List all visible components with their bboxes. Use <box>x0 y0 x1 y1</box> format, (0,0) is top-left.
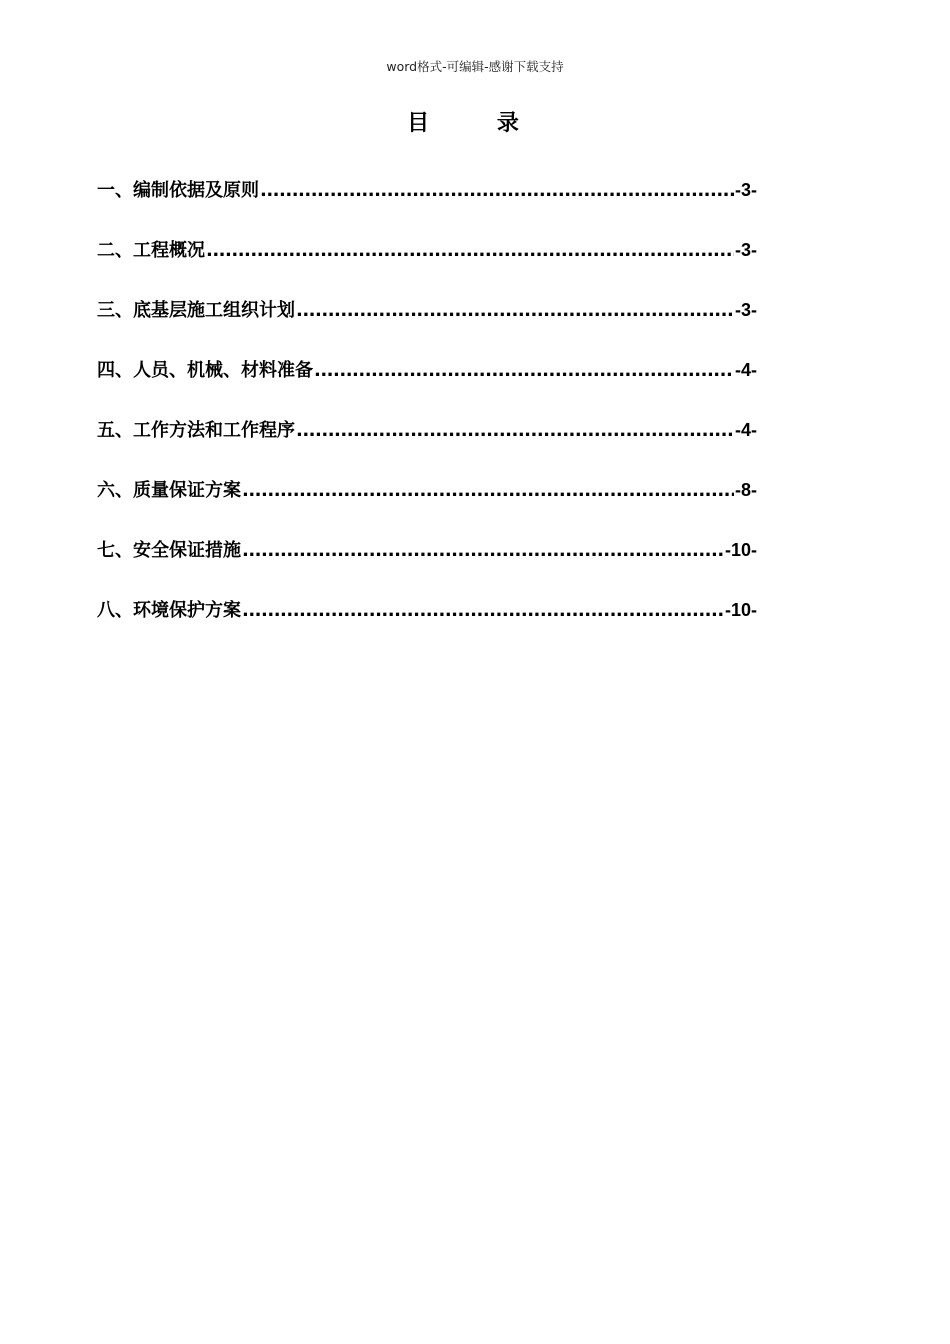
toc-dot-leader <box>206 240 734 261</box>
page-title: 目 录 <box>407 110 549 136</box>
toc-dot-leader <box>242 540 724 561</box>
toc-entry-label: 一、编制依据及原则 <box>97 180 259 201</box>
toc-dot-leader <box>242 480 734 501</box>
toc-entry-label: 二、工程概况 <box>97 240 205 261</box>
toc-entry-page: -10- <box>724 600 757 620</box>
toc-entry-page: -3- <box>735 240 757 260</box>
page-header: word格式-可编辑-感谢下载支持 <box>386 59 564 74</box>
toc-entry-2[interactable] <box>97 236 757 296</box>
toc-entry-page: -4- <box>735 420 757 440</box>
toc-dot-leader <box>260 180 734 201</box>
toc-entry-page: -10- <box>724 540 757 560</box>
toc-entry-4[interactable] <box>97 356 757 416</box>
toc-entry-label: 三、底基层施工组织计划 <box>97 300 295 321</box>
toc-entry-label: 六、质量保证方案 <box>97 480 241 501</box>
toc-entry-5[interactable] <box>97 416 757 476</box>
toc-dot-leader <box>296 420 734 441</box>
toc-entry-7[interactable] <box>97 536 757 596</box>
toc-entry-label: 七、安全保证措施 <box>97 540 241 561</box>
toc-entry-page: -4- <box>735 360 757 380</box>
toc-entry-label: 四、人员、机械、材料准备 <box>97 360 313 381</box>
toc-entry-page: -8- <box>735 480 757 500</box>
toc-entry-page: -3- <box>735 180 757 200</box>
toc-entry-label: 八、环境保护方案 <box>97 600 241 621</box>
toc-dot-leader <box>314 360 734 381</box>
toc-entry-8[interactable] <box>97 596 757 656</box>
toc-entry-page: -3- <box>735 300 757 320</box>
toc-dot-leader <box>296 300 734 321</box>
toc-entry-1[interactable] <box>97 176 757 236</box>
toc-entry-3[interactable] <box>97 296 757 356</box>
table-of-contents <box>97 176 757 656</box>
toc-dot-leader <box>242 600 724 621</box>
toc-entry-6[interactable] <box>97 476 757 536</box>
toc-entry-label: 五、工作方法和工作程序 <box>97 420 295 441</box>
